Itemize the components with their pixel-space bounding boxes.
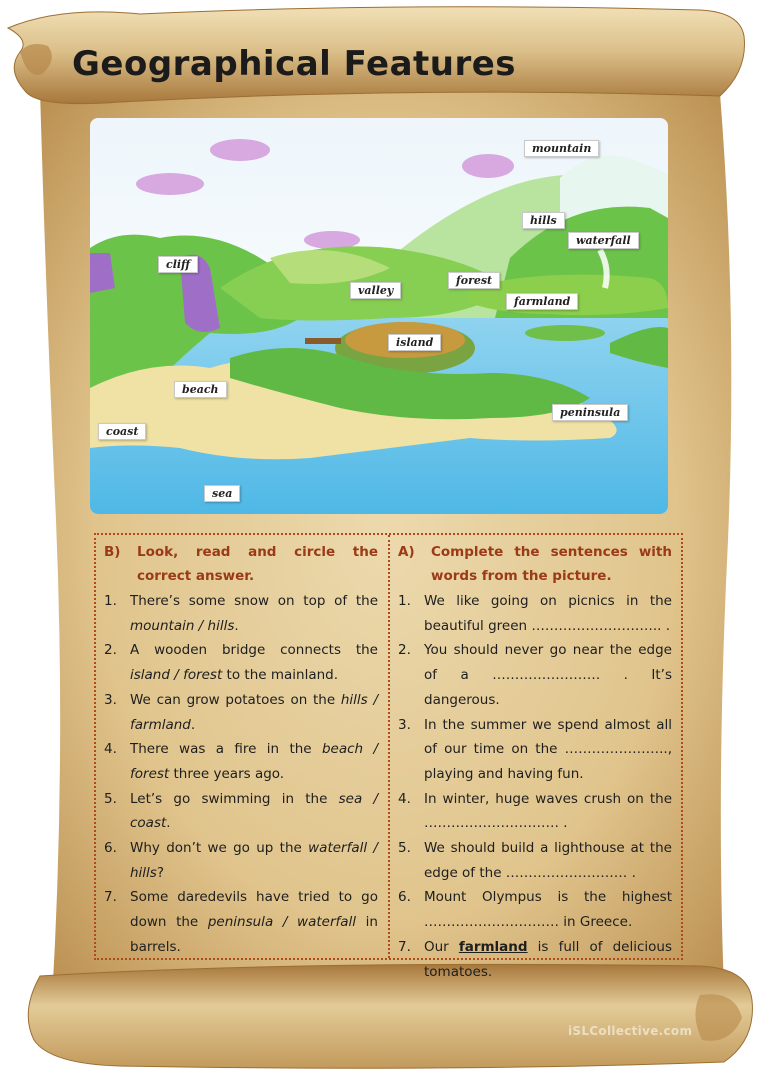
sentence-text: Let’s go swimming in the — [130, 790, 339, 807]
sentence-text: Why don’t we go up the — [130, 840, 309, 857]
answer-options: peninsula / waterfall — [207, 914, 357, 931]
exercise-a-item-4 — [396, 787, 672, 836]
sentence-text: ? — [156, 864, 165, 881]
exercise-b-item-3 — [102, 688, 378, 737]
sentence-text: We like going on picnics in the beautiful green ……………………….. . — [424, 593, 672, 634]
exercise-b-heading — [104, 540, 378, 588]
sentence-text: . — [234, 617, 239, 634]
page-title: Geographical Features — [72, 44, 517, 84]
sentence-text: Some daredevils have tried to go down the — [130, 889, 378, 931]
exercise-a-heading — [398, 540, 672, 588]
exercise-b-item-5 — [102, 787, 378, 836]
exercise-b-item-2 — [102, 638, 378, 687]
item-number: 4. — [398, 790, 411, 807]
sentence-text: . — [190, 716, 196, 733]
label-peninsula: peninsula — [552, 404, 628, 421]
exercise-b-tag: B) — [104, 544, 121, 560]
exercise-b-instruction: Look, read and circle the correct answer. — [137, 544, 378, 584]
sentence-text: in barrels. — [130, 914, 378, 955]
label-hills: hills — [522, 212, 565, 229]
item-number: 1. — [398, 593, 411, 609]
exercise-b-list — [102, 589, 378, 960]
sentence-text: A wooden bridge connects the — [130, 642, 378, 659]
answer-options: hills / farmland — [130, 691, 378, 733]
item-number: 2. — [104, 642, 117, 659]
label-beach: beach — [174, 381, 227, 398]
sentence-text: In the summer we spend almost all of our time on the ………………….., playing and having fun. — [424, 716, 672, 782]
answer-options: waterfall / hills — [130, 840, 378, 881]
item-number: 3. — [104, 691, 117, 708]
exercise-a-list — [396, 589, 672, 984]
exercise-a-item-7 — [396, 935, 672, 984]
item-number: 2. — [398, 642, 411, 659]
exercise-b-item-6 — [102, 836, 378, 885]
watermark: iSLCollective.com — [568, 1024, 693, 1038]
item-number: 5. — [398, 840, 411, 857]
exercise-a-item-5 — [396, 836, 672, 885]
label-coast: coast — [98, 423, 146, 440]
exercise-a-item-3 — [396, 713, 672, 787]
label-forest: forest — [448, 272, 500, 289]
highlighted-word: farmland — [458, 938, 528, 955]
item-number: 3. — [398, 716, 411, 733]
item-number: 7. — [398, 938, 411, 955]
item-number: 4. — [104, 741, 117, 758]
landscape-illustration — [90, 118, 668, 514]
exercise-a-item-1 — [396, 589, 672, 638]
label-sea: sea — [204, 485, 240, 502]
sentence-text: There was a fire in the — [130, 741, 322, 758]
exercise-a-tag: A) — [398, 544, 415, 560]
answer-options: sea / coast — [130, 790, 378, 832]
sentence-text: Mount Olympus is the highest ………………………… in Greece. — [424, 889, 672, 931]
sentence-text: is full of delicious tomatoes. — [424, 938, 672, 980]
sentence-text: There’s some snow on top of the — [130, 593, 378, 609]
exercise-b-item-1 — [102, 589, 378, 638]
item-number: 6. — [104, 840, 117, 857]
sentence-text: You should never go near the edge of a …………………… . It’s dangerous. — [424, 642, 672, 708]
sentence-text: In winter, huge waves crush on the ………………………… . — [424, 790, 672, 832]
answer-options: beach / forest — [130, 741, 379, 782]
label-waterfall: waterfall — [568, 232, 639, 249]
sentence-text: three years ago. — [169, 765, 285, 782]
item-number: 7. — [104, 889, 117, 906]
answer-options: island / forest — [130, 667, 223, 684]
landscape-picture — [90, 118, 668, 514]
exercise-b-item-7 — [102, 885, 378, 959]
exercises-divider — [388, 535, 390, 958]
sentence-text: to the mainland. — [222, 667, 339, 684]
exercise-b-item-4 — [102, 737, 378, 786]
exercise-a-instruction: Complete the sentences with words from the picture. — [431, 544, 672, 584]
label-mountain: mountain — [524, 140, 599, 157]
sentence-text: . — [166, 815, 171, 832]
sentence-text: We should build a lighthouse at the edge of the ……………………… . — [424, 840, 672, 881]
sentence-text: We can grow potatoes on the — [130, 691, 341, 708]
label-island: island — [388, 334, 441, 351]
item-number: 5. — [104, 790, 117, 807]
sentence-text: Our — [424, 938, 459, 955]
item-number: 6. — [398, 889, 411, 906]
label-cliff: cliff — [158, 256, 198, 273]
exercise-a-item-2 — [396, 638, 672, 712]
item-number: 1. — [104, 593, 117, 609]
label-valley: valley — [350, 282, 401, 299]
exercise-a-item-6 — [396, 885, 672, 934]
answer-options: mountain / hills — [130, 617, 235, 634]
label-farmland: farmland — [506, 293, 578, 310]
